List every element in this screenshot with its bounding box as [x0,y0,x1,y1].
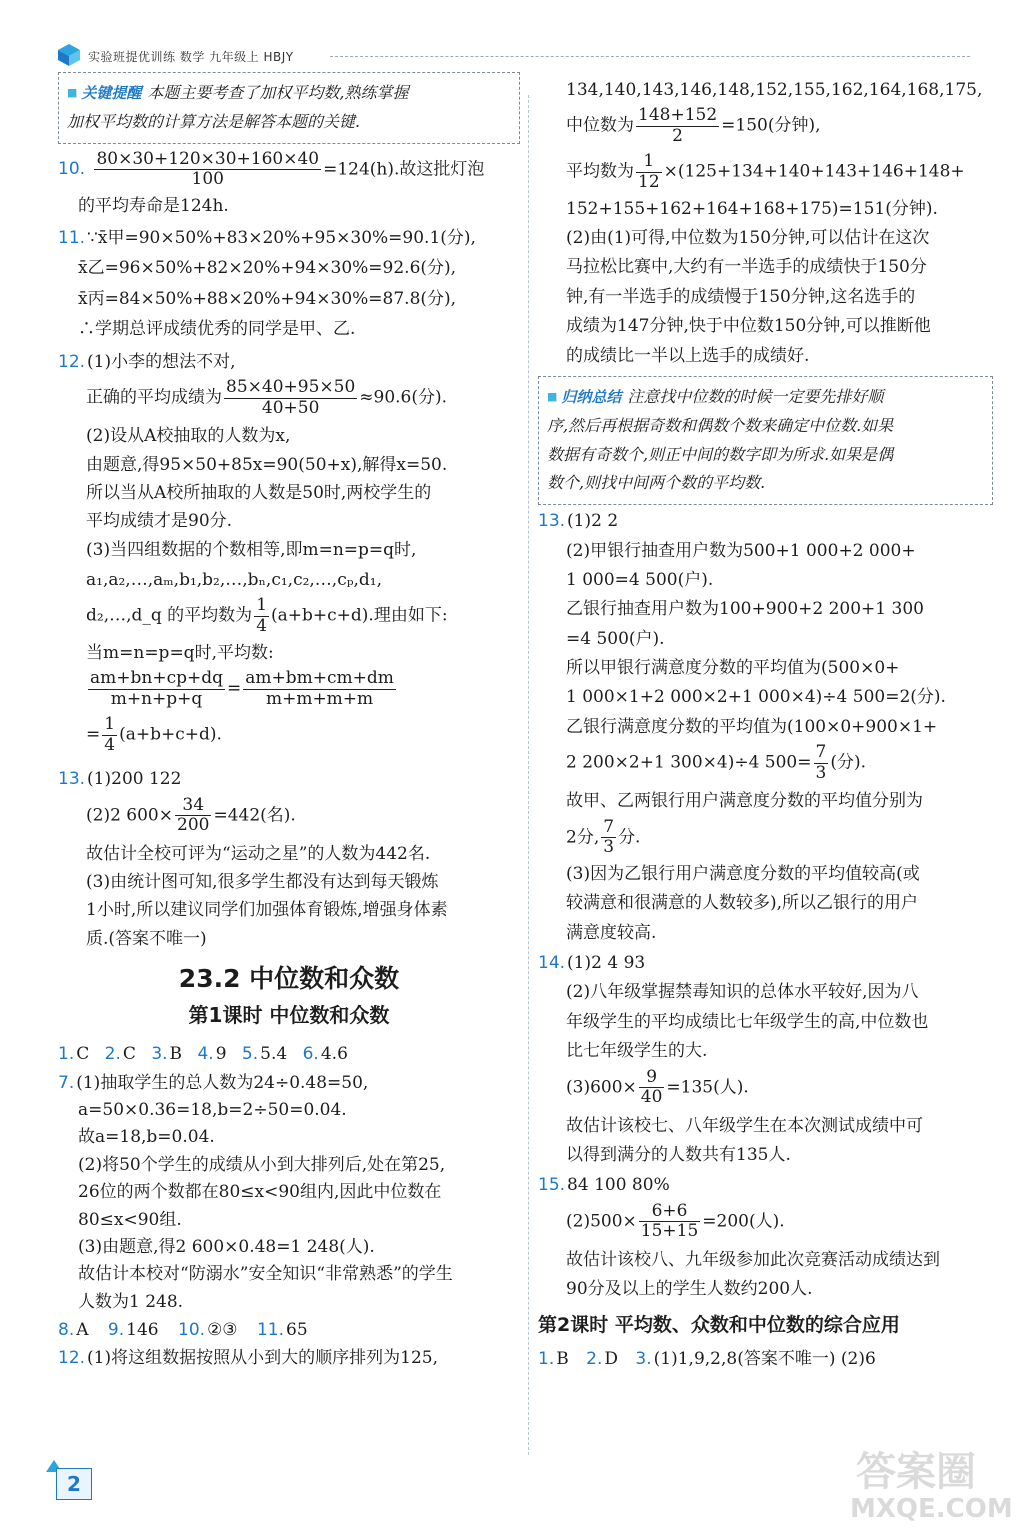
answer-text: 质.(答案不唯一) [86,928,207,949]
watermark-logo: 答案圈 [856,1449,976,1495]
question-number: 1. [538,1348,555,1369]
question-number: 14. [538,952,566,973]
question-number: 2. [586,1348,603,1369]
numerator: 34 [182,794,205,815]
numerator: 1 [256,595,268,616]
fraction [175,796,211,836]
numerator: am+bm+cm+dm [245,667,394,688]
left-column [58,72,520,1369]
answer-text: (2)八年级掌握禁毒知识的总体水平较好,因为八 [566,982,919,1003]
answer-text: 故估计本校对“防溺水”安全知识“非常熟悉”的学生 [78,1264,453,1285]
numerator: 9 [646,1066,658,1087]
summary-title: ■ 归纳总结 [547,388,621,406]
answers-lesson2 [538,1349,993,1369]
answer-text: a₁,a₂,…,aₘ,b₁,b₂,…,bₙ,c₁,c₂,…,cₚ,d₁, [86,570,383,591]
answer-text: (2)设从A校抽取的人数为x, [86,426,291,447]
answer-14 [538,953,993,1165]
denominator: 3 [815,762,827,783]
answer-text: 1 000=4 500(户). [566,569,714,590]
right-column [538,80,993,1369]
denominator: 40 [640,1087,663,1108]
answer-text: 1 000×1+2 000×2+1 000×4)÷4 500=2(分). [566,687,946,708]
answer-text: 所以甲银行满意度分数的平均值为(500×0+ [566,658,900,679]
numerator: am+bn+cp+dq [90,667,223,688]
answer-text: 马拉松比赛中,大约有一半选手的成绩快于150分 [566,257,927,278]
answer-text: 钟,有一半选手的成绩慢于150分钟,这名选手的 [566,286,916,307]
question-number: 6. [302,1044,319,1065]
answer-text: A [76,1320,89,1341]
question-number: 10. [58,159,86,180]
answer-text: (1)将这组数据按照从小到大的顺序排列为125, [87,1348,438,1369]
question-number: 5. [241,1044,259,1065]
answer-text: C [76,1044,90,1065]
tip-line: 加权平均数的计算方法是解答本题的关键. [67,111,361,131]
fraction [102,715,117,755]
question-number: 15. [538,1175,566,1196]
answer-7 [58,1073,520,1313]
fraction [814,743,829,783]
equals-sign: = [86,724,101,745]
answer-text: 当m=n=p=q时,平均数: [86,642,274,663]
answer-10 [58,150,520,216]
answer-text: x̄乙=96×50%+82×20%+94×30%=92.6(分), [78,258,457,279]
question-number: 10. [178,1320,206,1341]
key-reminder-title: ■ 关键提醒 [67,84,141,102]
answer-text: =135(人). [666,1077,749,1098]
answer-text: 1小时,所以建议同学们加强体育锻炼,增强身体素 [86,900,448,921]
denominator: 12 [638,172,660,193]
answer-text: (1)2 2 [567,511,619,532]
numerator: 148+152 [638,105,718,126]
numerator: 6+6 [651,1200,688,1221]
answer-13 [58,769,520,949]
answer-text: 9 [215,1044,227,1065]
answer-text: 故估计该校七、八年级学生在本次测试成绩中可 [566,1115,923,1136]
fraction [224,378,357,418]
question-number: 1. [58,1044,75,1065]
answer-text: 65 [286,1320,308,1341]
fraction [636,152,662,192]
question-number: 3. [151,1044,168,1065]
question-number: 3. [635,1348,652,1369]
answer-text: 2分, [566,827,600,848]
answer-text: 26位的两个数都在80≤x<90组内,因此中位数在 [78,1182,442,1203]
answer-text: (1)2 4 93 [567,952,646,973]
answer-text: 故甲、乙两银行用户满意度分数的平均值分别为 [566,791,923,812]
question-number: 13. [58,769,86,790]
denominator: 100 [94,169,321,190]
question-number: 7. [58,1072,75,1093]
answer-text: 正确的平均成绩为 [86,387,222,408]
header-rule [330,56,970,57]
question-number: 4. [197,1044,214,1065]
header-title: 实验班提优训练 数学 九年级上 HBJY [88,50,294,64]
answer-12-lesson1 [58,1348,520,1368]
answer-text: (2)将50个学生的成绩从小到大排列后,处在第25, [78,1154,446,1175]
answer-text: 较满意和很满意的人数较多),所以乙银行的用户 [566,893,919,914]
denominator: m+m+m+m [243,689,396,710]
answer-text: 故a=18,b=0.04. [78,1127,215,1148]
question-number: 11. [256,1320,284,1341]
answer-text: x̄丙=84×50%+88×20%+94×30%=87.8(分), [78,288,457,309]
question-number: 12. [58,351,86,372]
answer-text: 的平均寿命是124h. [78,195,229,216]
question-number: 12. [58,1348,86,1369]
answer-text: (3)由统计图可知,很多学生都没有达到每天锻炼 [86,872,439,893]
answer-text: ≈90.6(分). [359,387,448,408]
fraction [94,150,321,190]
answers-8-11 [58,1320,520,1340]
answer-12 [58,352,520,756]
denominator: m+n+p+q [88,689,225,710]
answer-text: 152+155+162+164+168+175)=151(分钟). [566,198,938,219]
answer-text: (2)500× [566,1211,637,1232]
answer-text: =150(分钟), [721,115,821,136]
answer-text: =442(名). [213,805,296,826]
answer-text: 80≤x<90组. [78,1209,182,1230]
answer-text: ∴学期总评成绩优秀的同学是甲、乙. [78,319,356,340]
answer-11 [58,228,520,340]
fraction [601,818,616,858]
fraction [639,1068,665,1108]
question-number: 2. [104,1044,121,1065]
answer-text: (1)1,9,2,8(答案不唯一) (2)6 [653,1348,876,1369]
fraction [254,596,269,636]
choice-answers-1-6 [58,1044,520,1064]
answer-text: 由题意,得95×50+85x=90(50+x),解得x=50. [86,454,448,475]
summary-box [538,376,993,505]
answer-text: a=50×0.36=18,b=2÷50=0.04. [78,1099,347,1120]
answer-text: (3)600× [566,1077,637,1098]
tip-line: 数个,则找中间两个数的平均数. [547,473,766,493]
fraction [88,669,225,709]
tip-line: 本题主要考查了加权平均数,熟练掌握 [147,83,409,102]
column-divider [528,95,529,1455]
answer-text: 中位数为 [566,115,634,136]
answer-text: (3)由题意,得2 600×0.48=1 248(人). [78,1236,375,1257]
answer-text: (2)甲银行抽查用户数为500+1 000+2 000+ [566,540,916,561]
numerator: 7 [603,816,615,837]
denominator: 4 [256,616,268,637]
answer-text: 84 100 80% [567,1175,670,1196]
answer-text: (3)当四组数据的个数相等,即m=n=p=q时, [86,539,417,560]
answer-text: 故估计该校八、九年级参加此次竞赛活动成绩达到 [566,1249,940,1270]
answer-text: 年级学生的平均成绩比七年级学生的高,中位数也 [566,1011,929,1032]
answer-text: B [556,1348,569,1369]
answer-13-right [538,511,993,943]
answer-text: ×(125+134+140+143+146+148+ [663,162,965,183]
numerator: 1 [104,714,116,735]
question-number: 8. [58,1320,75,1341]
answer-15 [538,1175,993,1299]
equals-sign: = [227,678,242,699]
lesson-subtitle: 第1课时 中位数和众数 [188,1003,390,1028]
tip-line: 序,然后再根据奇数和偶数个数来确定中位数.如果 [547,415,894,435]
answer-text: (2)由(1)可得,中位数为150分钟,可以估计在这次 [566,227,930,248]
answer-text: 所以当从A校所抽取的人数是50时,两校学生的 [86,482,432,503]
answer-text: 平均成绩才是90分. [86,511,233,532]
denominator: 40+50 [224,398,357,419]
answer-text: 比七年级学生的大. [566,1041,708,1062]
answer-text: (a+b+c+d). [119,724,222,745]
tip-line: 注意找中位数的时候一定要先排好顺 [627,386,884,406]
answer-text: 2 200×2+1 300×4)÷4 500= [566,752,812,773]
answer-text: 5.4 [260,1044,288,1065]
answer-text: ②③ [207,1320,238,1341]
answer-text: 平均数为 [566,162,634,183]
answer-text: B [169,1044,183,1065]
answer-text: 满意度较高. [566,922,657,943]
lesson2-title: 第2课时 平均数、众数和中位数的综合应用 [538,1313,900,1336]
answer-text: 故估计全校可评为“运动之星”的人数为442名. [86,843,431,864]
answer-text: =4 500(户). [566,628,665,649]
numerator: 7 [815,742,827,763]
answer-text: =200(人). [702,1211,785,1232]
question-number: 9. [107,1320,125,1341]
answer-text: (1)小李的想法不对, [87,351,236,372]
denominator: 3 [603,837,615,858]
answer-text: D [604,1348,619,1369]
answer-text: (2)2 600× [86,805,173,826]
answer-text: 90分及以上的学生人数约200人. [566,1279,813,1300]
fraction [639,1202,701,1242]
answer-text: 134,140,143,146,148,152,155,162,164,168,175, [566,80,983,100]
answer-text: d₂,…,d_q 的平均数为 [86,606,253,627]
denominator: 15+15 [640,1221,699,1242]
fraction [243,669,396,709]
fraction [636,106,719,146]
answer-text: (分). [830,752,866,773]
answer-text: 乙银行满意度分数的平均值为(100×0+900×1+ [566,716,938,737]
answer-text: 成绩为147分钟,快于中位数150分钟,可以推断他 [566,316,931,337]
numerator: 85×40+95×50 [226,377,356,398]
page-number: 2 [56,1468,92,1500]
book-logo-icon [56,42,82,68]
answer-text: 4.6 [320,1044,348,1065]
answer-text: (a+b+c+d).理由如下: [271,606,448,627]
question-number: 13. [538,511,566,532]
answer-text: (3)因为乙银行用户满意度分数的平均值较高(或 [566,863,920,884]
answer-text: 分. [618,827,641,848]
numerator: 80×30+120×30+160×40 [96,148,320,169]
question-number: 11. [58,228,86,249]
watermark-url: MXQE.COM [850,1494,1013,1524]
answer-text: (1)200 122 [87,769,182,790]
key-reminder-box [58,72,520,144]
denominator: 4 [104,734,116,755]
answer-text: ∵x̄甲=90×50%+83×20%+95×30%=90.1(分), [87,228,476,249]
answer-text: 人数为1 248. [78,1291,184,1312]
answer-text: 乙银行抽查用户数为100+900+2 200+1 300 [566,599,924,620]
answer-text: 146 [126,1320,159,1341]
tip-line: 数据有奇数个,则正中间的数字即为所求.如果是偶 [547,444,894,464]
answer-text: C [122,1044,136,1065]
numerator: 1 [643,151,655,172]
answer-text: 以得到满分的人数共有135人. [566,1145,791,1166]
answer-text: (1)抽取学生的总人数为24÷0.48=50, [76,1072,369,1093]
answer-text: 的成绩比一半以上选手的成绩好. [566,345,810,366]
answer-text: =124(h).故这批灯泡 [323,159,485,180]
denominator: 200 [177,815,210,836]
section-title: 23.2 中位数和众数 [178,964,400,994]
denominator: 2 [636,126,719,147]
